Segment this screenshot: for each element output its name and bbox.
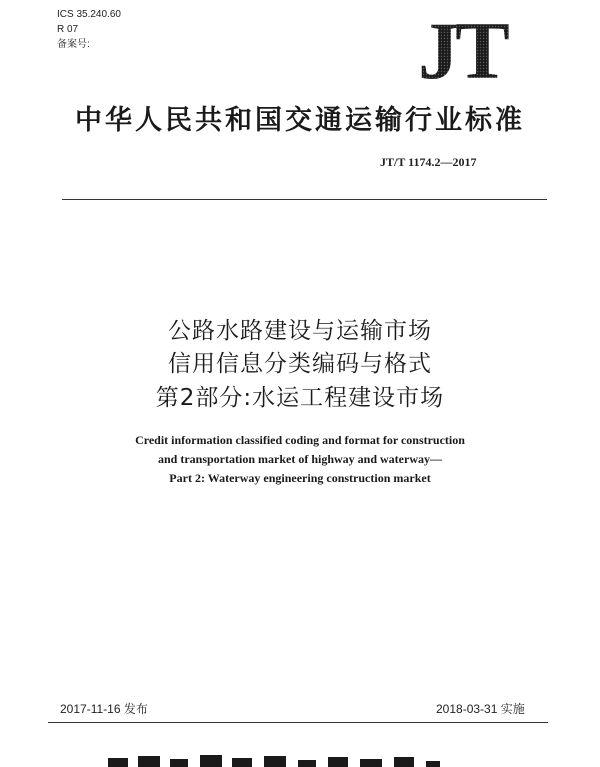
implementation-date: 2018-03-31 实施 [436,702,525,716]
record-number-label: 备案号: [57,39,90,50]
header-divider [62,199,547,200]
title-en-line-3: Part 2: Waterway engineering construction market [169,471,431,485]
jt-logo-text: JT [418,16,506,82]
title-en-line-2: and transportation market of highway and waterway— [157,452,442,466]
ics-code: ICS 35.240.60 [57,9,121,20]
issue-date: 2017-11-16 发布 [60,702,148,716]
standard-number: JT/T 1174.2—2017 [380,155,477,169]
jt-logo [398,16,526,82]
cropped-publisher-line [108,752,448,767]
title-en-line-1: Credit information classified coding and format for construction [135,433,465,447]
title-cn-line-3: 第2部分:水运工程建设市场 [155,385,445,411]
industry-standard-name: 中华人民共和国交通运输行业标准 [75,105,525,136]
footer-divider [48,722,548,723]
title-cn-line-1: 公路水路建设与运输市场 [168,318,432,344]
ccs-code: R 07 [57,24,79,35]
title-cn-line-2: 信用信息分类编码与格式 [168,351,432,377]
